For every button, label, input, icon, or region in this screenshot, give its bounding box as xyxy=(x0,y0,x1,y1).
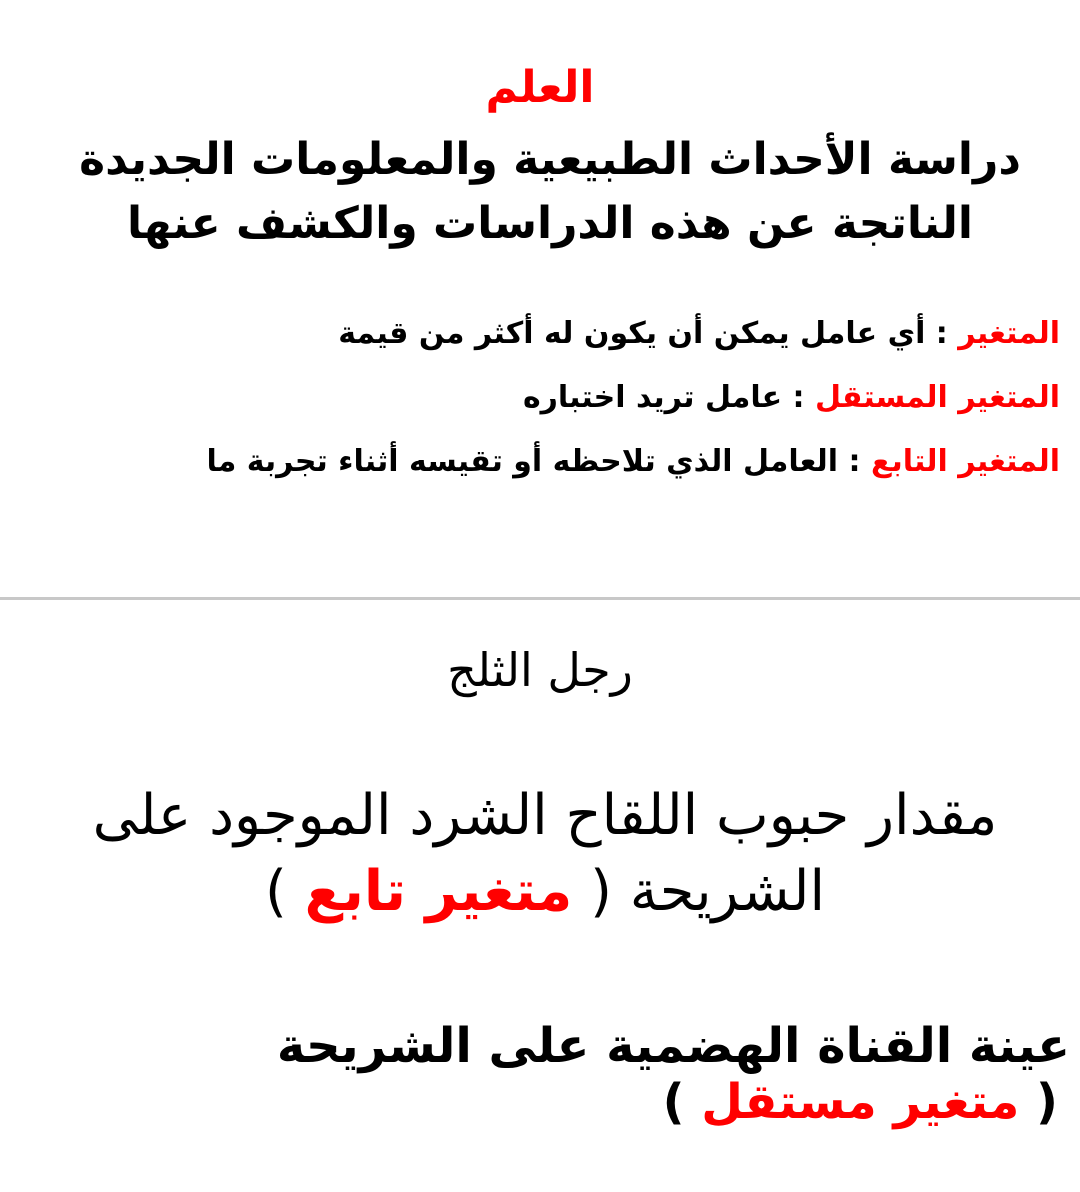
separator: : xyxy=(925,316,959,351)
definition-text: العامل الذي تلاحظه أو تقيسه أثناء تجربة ما xyxy=(206,444,839,479)
term-dependent-variable: المتغير التابع xyxy=(870,444,1060,479)
definition-text: أي عامل يمكن أن يكون له أكثر من قيمة xyxy=(338,316,926,351)
term-independent-variable: المتغير المستقل xyxy=(815,380,1060,415)
example-line-2 xyxy=(10,1074,1070,1130)
definition-independent-variable xyxy=(20,376,1060,420)
science-definition xyxy=(60,128,1040,256)
independent-variable-label: متغير مستقل xyxy=(701,1074,1020,1130)
definition-line-1: دراسة الأحداث الطبيعية والمعلومات الجديدة xyxy=(79,134,1021,185)
example-line-2 xyxy=(40,854,1050,930)
example-text: الشريحة xyxy=(629,859,826,924)
dependent-variable-label: متغير تابع xyxy=(304,859,573,924)
separator: : xyxy=(782,380,815,415)
definition-text: عامل تريد اختباره xyxy=(522,380,783,415)
dependent-variable-example xyxy=(40,778,1050,930)
term-variable: المتغير xyxy=(958,316,1060,351)
open-paren: ( xyxy=(1019,1074,1058,1130)
example-line-1: عينة القناة الهضمية على الشريحة xyxy=(276,1018,1070,1074)
definition-line-2: الناتجة عن هذه الدراسات والكشف عنها xyxy=(127,198,973,249)
slide-title: العلم xyxy=(485,62,595,113)
close-paren: ) xyxy=(662,1074,702,1130)
example-line-1: مقدار حبوب اللقاح الشرد الموجود على xyxy=(92,783,998,848)
independent-variable-example xyxy=(10,1018,1070,1130)
close-paren: ) xyxy=(264,859,305,924)
definition-dependent-variable xyxy=(20,440,1060,484)
open-paren: ( xyxy=(572,859,612,924)
snowman-slide xyxy=(0,600,1080,1192)
separator: : xyxy=(838,444,871,479)
definition-variable xyxy=(20,312,1060,356)
slide-heading: رجل الثلج xyxy=(447,643,633,697)
